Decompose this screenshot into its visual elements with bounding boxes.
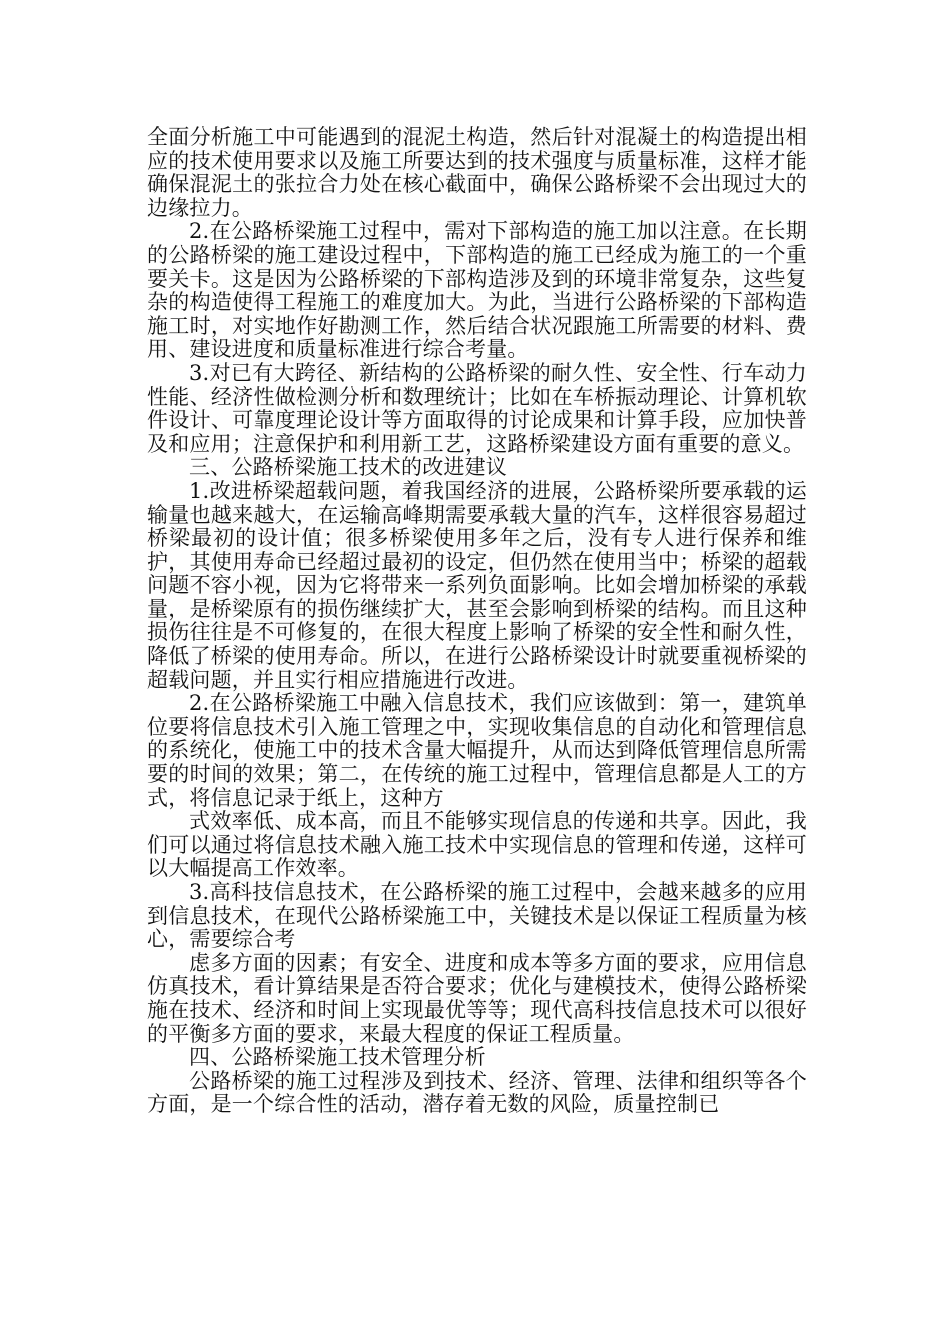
section-heading-4: 四、公路桥梁施工技术管理分析 <box>189 1045 486 1070</box>
paragraph-7: 3.高科技信息技术，在公路桥梁的施工过程中，会越来越多的应用到信息技术，在现代公路桥梁施工中，关键技术是以保证工程质量为核心，需要综合考 <box>147 880 807 952</box>
paragraph-5: 2.在公路桥梁施工中融入信息技术，我们应该做到：第一，建筑单位要将信息技术引入施工管理之中，实现收集信息的自动化和管理信息的系统化，使施工中的技术含量大幅提升，从而达到降低管理信息所需要的时间的效果；第二，在传统的施工过程中，管理信息都是人工的方式，将信息记录于纸上，这种方 <box>147 691 807 810</box>
paragraph-2: 2.在公路桥梁施工过程中，需对下部构造的施工加以注意。在长期的公路桥梁的施工建设过程中，下部构造的施工已经成为施工的一个重要关卡。这是因为公路桥梁的下部构造涉及到的环境非常复杂，这些复杂的构造使得工程施工的难度加大。为此，当进行公路桥梁的下部构造施工时，对实地作好勘测工作，然后结合状况跟施工所需要的材料、费用、建设进度和质量标准进行综合考量。 <box>147 219 807 362</box>
document-body <box>147 126 807 1117</box>
paragraph-3: 3.对已有大跨径、新结构的公路桥梁的耐久性、安全性、行车动力性能、经济性做检测分析和数理统计；比如在车桥振动理论、计算机软件设计、可靠度理论设计等方面取得的讨论成果和计算手段，应加快普及和应用；注意保护和利用新工艺，这路桥梁建设方面有重要的意义。 <box>147 360 807 456</box>
paragraph-4: 1.改进桥梁超载问题，着我国经济的进展，公路桥梁所要承载的运输量也越来越大，在运输高峰期需要承载大量的汽车，这样很容易超过桥梁最初的设计值；很多桥梁使用多年之后，没有专人进行保养和维护，其使用寿命已经超过最初的设定，但仍然在使用当中；桥梁的超载问题不容小视，因为它将带来一系列负面影响。比如会增加桥梁的承载量，是桥梁原有的损伤继续扩大，甚至会影响到桥梁的结构。而且这种损伤往往是不可修复的，在很大程度上影响了桥梁的安全性和耐久性，降低了桥梁的使用寿命。所以，在进行公路桥梁设计时就要重视桥梁的超载问题，并且实行相应措施进行改进。 <box>147 478 807 692</box>
paragraph-1: 全面分析施工中可能遇到的混泥土构造，然后针对混凝土的构造提出相应的技术使用要求以及施工所要达到的技术强度与质量标准，这样才能确保混泥土的张拉合力处在核心截面中，确保公路桥梁不会出现过大的边缘拉力。 <box>147 125 807 220</box>
paragraph-6: 式效率低、成本高，而且不能够实现信息的传递和共享。因此，我们可以通过将信息技术融入施工技术中实现信息的管理和传递，这样可以大幅提高工作效率。 <box>147 809 807 881</box>
paragraph-9: 公路桥梁的施工过程涉及到技术、经济、管理、法律和组织等各个方面，是一个综合性的活动，潜存着无数的风险，质量控制已 <box>147 1068 807 1117</box>
paragraph-8: 虑多方面的因素；有安全、进度和成本等多方面的要求，应用信息仿真技术，看计算结果是否符合要求；优化与建模技术，使得公路桥梁施在技术、经济和时间上实现最优等等；现代高科技信息技术可以很好的平衡多方面的要求，来最大程度的保证工程质量。 <box>147 950 807 1046</box>
section-heading-3: 三、公路桥梁施工技术的改进建议 <box>189 455 507 480</box>
